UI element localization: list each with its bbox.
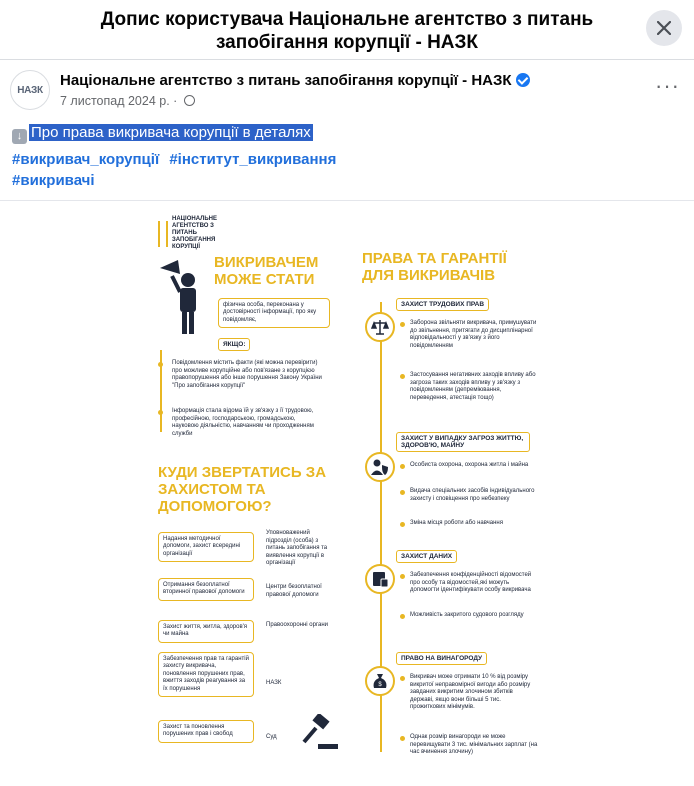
data-protection-icon bbox=[371, 570, 389, 588]
where-who: Правоохоронні органи bbox=[266, 622, 329, 628]
page-name: Національне агентство з питань запобігання корупції - НАЗК bbox=[60, 72, 512, 89]
nazk-logo-icon bbox=[158, 221, 168, 247]
close-button[interactable] bbox=[646, 10, 682, 46]
hashtags bbox=[12, 149, 682, 191]
bullet bbox=[400, 322, 405, 327]
where-need: Захист та поновлення порушених прав і свобод bbox=[158, 720, 254, 743]
if-label: ЯКЩО: bbox=[218, 338, 250, 351]
verified-badge-icon bbox=[516, 73, 530, 87]
right-title: ПРАВА ТА ГАРАНТІЇ ДЛЯ ВИКРИВАЧІВ bbox=[362, 250, 507, 284]
logo-text: НАЦІОНАЛЬНЕ АГЕНТСТВО З ПИТАНЬ ЗАПОБІГАННЯ КОРУПЦІЇ bbox=[172, 216, 217, 250]
left-title: ВИКРИВАЧЕМ МОЖЕ СТАТИ bbox=[214, 254, 319, 288]
where-need: Отримання безоплатної вторинної правової допомоги bbox=[158, 578, 254, 601]
section-item: Зміна місця роботи або навчання bbox=[410, 520, 503, 526]
highlighted-text: Про права викривача корупції в деталях bbox=[31, 124, 311, 141]
down-arrow-emoji-icon: ↓ bbox=[12, 129, 27, 144]
gavel-icon bbox=[298, 714, 340, 754]
section-label: ЗАХИСТ ДАНИХ bbox=[396, 550, 457, 563]
bullet bbox=[400, 464, 405, 469]
where-who: НАЗК bbox=[266, 680, 282, 686]
bullet bbox=[400, 736, 405, 741]
where-title: КУДИ ЗВЕРТАТИСЬ ЗА ЗАХИСТОМ ТА ДОПОМОГОЮ? bbox=[158, 464, 327, 515]
bullet bbox=[158, 362, 163, 367]
post-text bbox=[12, 122, 682, 191]
where-need: Забезпечення прав та гарантій захисту викривача, поновлення порушених прав, вжиття заходів реагування за їх порушення bbox=[158, 652, 254, 697]
post-infographic-image[interactable] bbox=[152, 202, 542, 786]
section-icon-circle bbox=[365, 666, 395, 696]
bullet bbox=[400, 490, 405, 495]
scales-icon bbox=[371, 319, 389, 335]
where-need: Захист життя, житла, здоров'я чи майна bbox=[158, 620, 254, 643]
condition-1: Повідомлення містить факти (які можна перевірити) про можливе корупційне або пов'язане з корупцією правопорушення або інше порушення Закону України "Про запобігання корупції" bbox=[172, 360, 322, 389]
hashtag-link[interactable]: #викривачі bbox=[12, 172, 95, 189]
section-item: Видача спеціальних засобів індивідуального захисту і сповіщення про небезпеку bbox=[410, 488, 535, 502]
page-avatar[interactable] bbox=[10, 70, 50, 110]
divider bbox=[0, 200, 694, 201]
post-meta bbox=[60, 94, 195, 108]
post-header bbox=[10, 70, 684, 114]
page-name-link[interactable] bbox=[60, 72, 530, 89]
where-need: Надання методичної допомоги, захист всередині організації bbox=[158, 532, 254, 562]
section-label: ПРАВО НА ВИНАГОРОДУ bbox=[396, 652, 487, 665]
post-text-line bbox=[12, 122, 682, 144]
post-date[interactable]: 7 листопад 2024 р. · bbox=[60, 94, 178, 108]
section-item: Забезпечення конфіденційності відомостей про особу та відомостей,які можуть допомогти ідентифікувати особу викривача bbox=[410, 572, 532, 594]
section-icon-circle bbox=[365, 312, 395, 342]
section-item: Викривач може отримати 10 % від розміру викритої неправомірної вигоди або розміру завданих викритим злочином збитків державі, якщо вони більші 5 тис. прожиткових мінімумів. bbox=[410, 674, 531, 711]
modal-header bbox=[0, 0, 694, 60]
section-item: Заборона звільняти викривача, примушувати до звільнення, притягати до дисциплінарної відповідальності у зв'язку з його повідомленням bbox=[410, 320, 537, 349]
section-item: Особиста охорона, охорона житла і майна bbox=[410, 462, 529, 468]
person-shield-icon bbox=[371, 458, 389, 476]
condition-2: Інформація стала відома їй у зв'язку з її трудовою, професійною, господарською, громадською, науковою діяльністю, навчанням чи проходженням служби bbox=[172, 408, 314, 437]
section-item: Застосування негативних заходів впливу або загроза таких заходів впливу у зв'язку з повідомленням (депреміювання, переведення, атестація тощо) bbox=[410, 372, 536, 401]
globe-icon bbox=[184, 95, 195, 106]
bullet bbox=[400, 374, 405, 379]
modal-title: Допис користувача Національне агентство з питань запобігання корупції - НАЗК bbox=[100, 9, 594, 53]
more-options-button[interactable]: ··· bbox=[655, 73, 680, 98]
money-bag-icon bbox=[371, 672, 389, 690]
bullet bbox=[400, 676, 405, 681]
person-box: фізична особа, переконана у достовірності інформації, про яку повідомляє, bbox=[218, 298, 330, 328]
where-who: Суд bbox=[266, 734, 277, 740]
infographic-logo bbox=[158, 216, 236, 251]
where-who: Уповноважений підрозділ (особа) з питань запобігання та виявлення корупції в організації bbox=[266, 530, 328, 567]
section-item: Можливість закритого судового розгляду bbox=[410, 612, 524, 618]
bullet bbox=[400, 614, 405, 619]
bullet bbox=[400, 522, 405, 527]
section-icon-circle bbox=[365, 564, 395, 594]
section-icon-circle bbox=[365, 452, 395, 482]
avatar-logo-text: НАЗК bbox=[17, 84, 43, 96]
svg-text:$: $ bbox=[378, 682, 382, 688]
whistleblower-person-icon bbox=[158, 256, 208, 336]
bullet bbox=[400, 574, 405, 579]
section-label: ЗАХИСТ У ВИПАДКУ ЗАГРОЗ ЖИТТЮ, ЗДОРОВ'Ю, МАЙНУ bbox=[396, 432, 530, 452]
hashtag-link[interactable]: #інститут_викривання bbox=[169, 151, 337, 168]
hashtag-link[interactable]: #викривач_корупції bbox=[12, 151, 160, 168]
close-icon bbox=[657, 21, 671, 35]
section-label: ЗАХИСТ ТРУДОВИХ ПРАВ bbox=[396, 298, 489, 311]
where-who: Центри безоплатної правової допомоги bbox=[266, 584, 322, 598]
bullet bbox=[158, 410, 163, 415]
section-item: Однак розмір винагороди не може перевищувати 3 тис. мінімальних зарплат (на час вчинення злочину) bbox=[410, 734, 538, 756]
